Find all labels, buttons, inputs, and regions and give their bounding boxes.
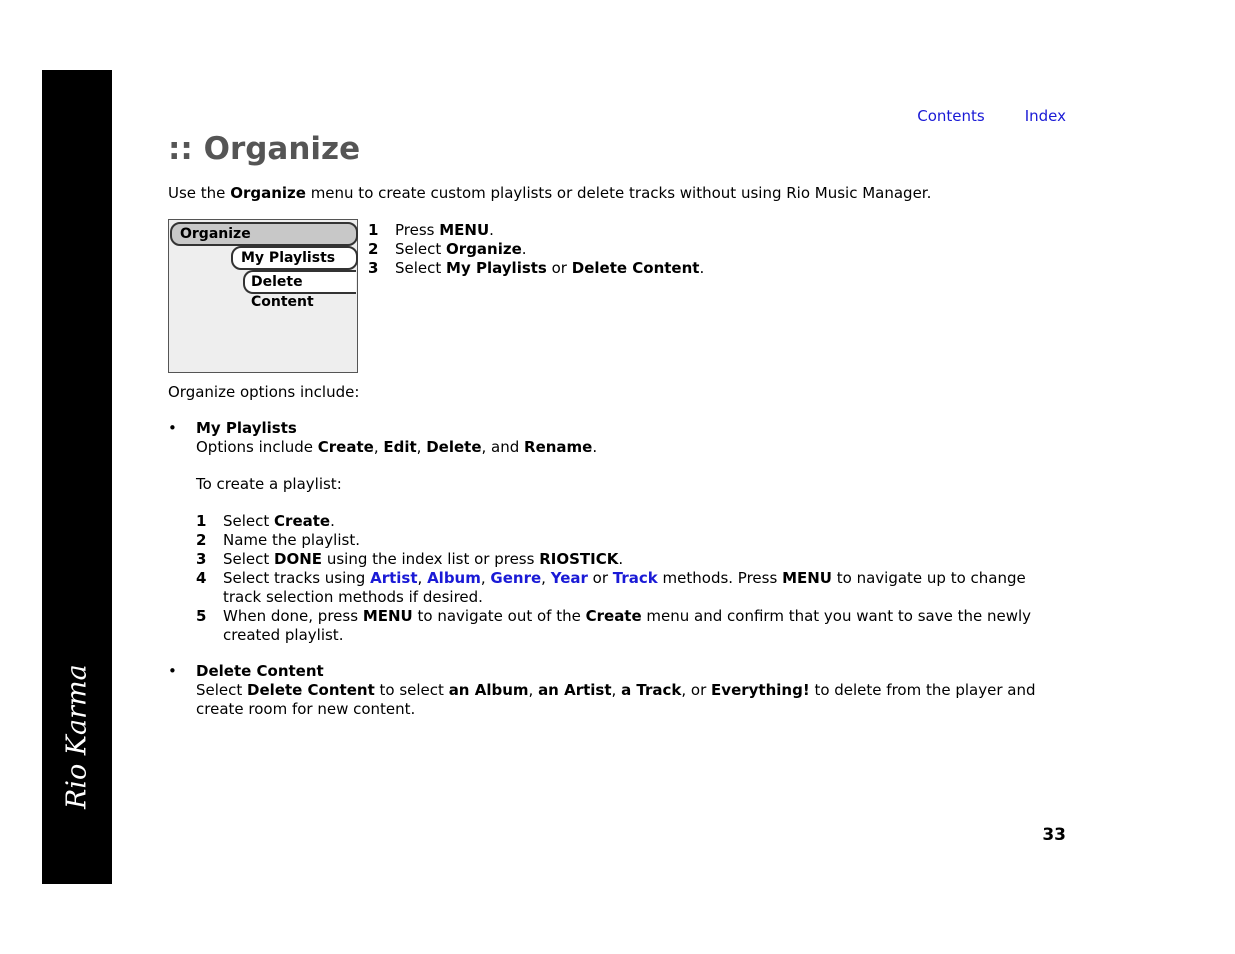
setup-steps xyxy=(368,221,704,278)
page-number: 33 xyxy=(1042,825,1066,845)
contents-link[interactable]: Contents xyxy=(917,107,985,125)
playlists-heading: My Playlists xyxy=(196,419,297,437)
device-screenshot xyxy=(168,219,358,373)
brand-text: Rio Karma xyxy=(61,664,93,809)
brand-label xyxy=(42,70,112,884)
list-item: 1 Select Create. xyxy=(196,512,335,530)
list-item: 2 Name the playlist. xyxy=(196,531,360,549)
track-link[interactable]: Track xyxy=(612,569,658,587)
menu-organize: Organize xyxy=(170,222,358,246)
menu-my-playlists: My Playlists xyxy=(231,246,358,270)
intro-text: Use the Organize menu to create custom playlists or delete tracks without using Rio Music Manager. xyxy=(168,184,932,202)
genre-link[interactable]: Genre xyxy=(490,569,542,587)
list-item: 3 Select DONE using the index list or press RIOSTICK. xyxy=(196,550,624,568)
delete-text: Select Delete Content to select an Album, an Artist, a Track, or Everything! to delete from the player and create room for new content. xyxy=(196,681,1036,718)
artist-link[interactable]: Artist xyxy=(370,569,418,587)
bullet: • xyxy=(168,419,177,437)
create-steps xyxy=(196,512,1066,645)
index-link[interactable]: Index xyxy=(1024,107,1066,125)
page-title: :: Organize xyxy=(168,131,361,167)
playlists-options: Options include Create, Edit, Delete, and Rename. xyxy=(196,438,598,456)
create-intro: To create a playlist: xyxy=(196,475,342,493)
year-link[interactable]: Year xyxy=(550,569,588,587)
top-nav xyxy=(877,107,1066,125)
bullet: • xyxy=(168,662,177,680)
list-item: 3 Select My Playlists or Delete Content. xyxy=(368,259,705,277)
delete-heading: Delete Content xyxy=(196,662,324,680)
options-intro: Organize options include: xyxy=(168,383,360,401)
album-link[interactable]: Album xyxy=(427,569,481,587)
list-item: 1 Press MENU. xyxy=(368,221,494,239)
menu-delete-content: Delete Content xyxy=(243,270,356,294)
list-item: 5 When done, press MENU to navigate out of the Create menu and confirm that you want to save the newly created playlist. xyxy=(196,607,1032,644)
list-item: 2 Select Organize. xyxy=(368,240,527,258)
list-item: 4 Select tracks using Artist, Album, Genre, Year or Track methods. Press MENU to navigate up to change track selection methods if desired. xyxy=(196,569,1026,606)
